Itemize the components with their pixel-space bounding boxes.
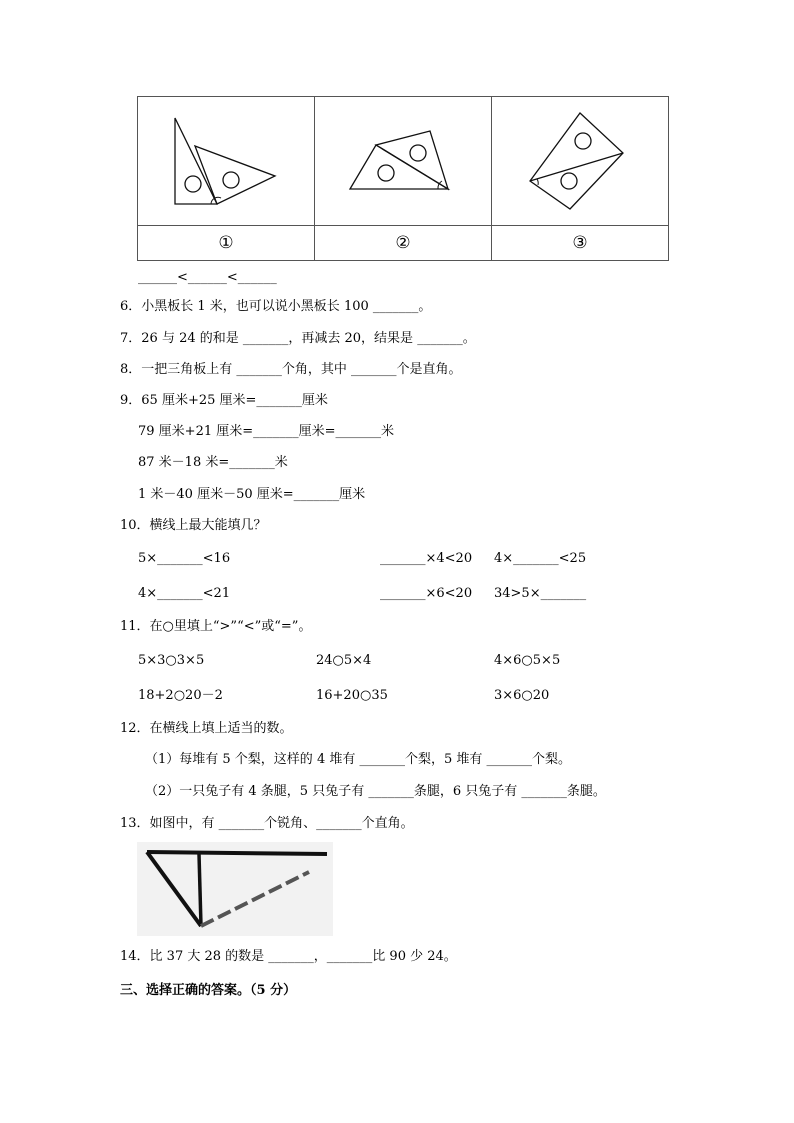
question-7: 7．26 与 24 的和是 _______，再减去 20，结果是 _______。 — [120, 331, 476, 346]
question-14: 14．比 37 大 28 的数是 _______，_______比 90 少 24。 — [120, 949, 457, 964]
question-9-line-4: 1 米－40 厘米－50 厘米=_______厘米 — [138, 487, 366, 502]
figure-label-2: ② — [315, 226, 492, 261]
question-9-line-3: 87 米－18 米=_______米 — [138, 455, 288, 470]
q11-item: 16+20○35 — [316, 688, 388, 703]
q10-item: _______×4<20 — [380, 551, 473, 566]
figure-cell-3 — [492, 97, 669, 226]
question-8: 8．一把三角板上有 _______个角，其中 _______个是直角。 — [120, 362, 462, 377]
q11-item: 4×6○5×5 — [494, 653, 561, 668]
figure-cell-2 — [315, 97, 492, 226]
question-11: 11．在○里填上“>”“<”或“=”。 — [120, 619, 312, 634]
q10-item: 5×_______<16 — [138, 551, 231, 566]
q11-item: 3×6○20 — [494, 688, 550, 703]
figure-cell-1 — [138, 97, 315, 226]
question-6: 6．小黑板长 1 米，也可以说小黑板长 100 _______。 — [120, 299, 432, 314]
q11-item: 24○5×4 — [316, 653, 372, 668]
figure-label-3: ③ — [492, 226, 669, 261]
triangle-ruler-figure-1 — [171, 116, 281, 206]
question-9-line-2: 79 厘米+21 厘米=_______厘米=_______米 — [138, 424, 395, 439]
question-9: 9．65 厘米+25 厘米=_______厘米 — [120, 393, 328, 408]
angle-figure — [137, 842, 333, 936]
section-3-heading: 三、选择正确的答案。（5 分） — [120, 983, 297, 998]
triangle-ruler-figure-2 — [348, 129, 458, 193]
q10-item: 4×_______<25 — [494, 551, 587, 566]
order-blanks: ______<______<______ — [138, 270, 277, 285]
question-10: 10．横线上最大能填几？ — [120, 518, 267, 533]
question-12-part-1: （1）每堆有 5 个梨，这样的 4 堆有 _______个梨，5 堆有 _______个梨。 — [145, 752, 572, 767]
q10-item: 4×_______<21 — [138, 586, 231, 601]
question-12-part-2: （2）一只兔子有 4 条腿，5 只兔子有 _______条腿，6 只兔子有 _______条腿。 — [145, 784, 606, 799]
question-12: 12．在横线上填上适当的数。 — [120, 721, 293, 736]
figure-label-1: ① — [138, 226, 315, 261]
q10-item: _______×6<20 — [380, 586, 473, 601]
q10-item: 34>5×_______ — [494, 586, 587, 601]
q11-item: 5×3○3×5 — [138, 653, 205, 668]
q11-item: 18+2○20－2 — [138, 688, 223, 703]
question-13: 13．如图中，有 _______个锐角、_______个直角。 — [120, 816, 414, 831]
triangle-ruler-figure-3 — [525, 111, 635, 211]
figure-table — [137, 96, 669, 261]
